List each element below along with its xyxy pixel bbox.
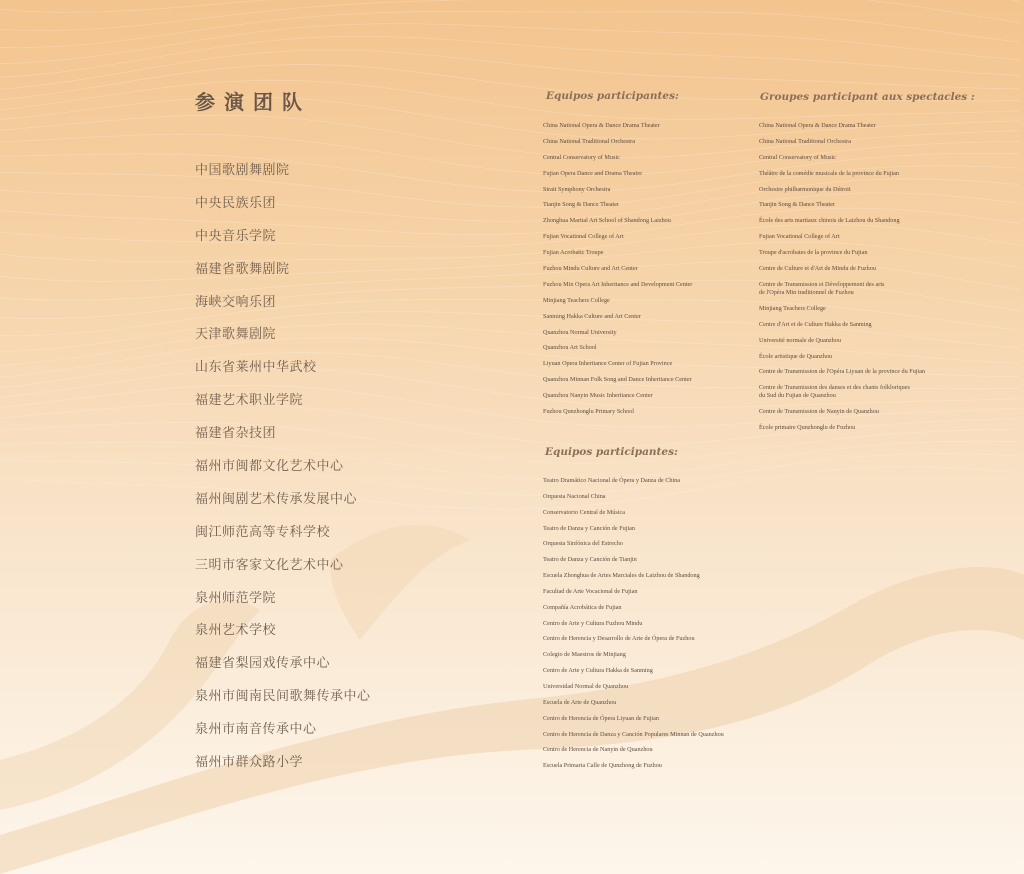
chinese-team-item: 中国歌剧舞剧院 <box>195 163 290 178</box>
french-team-item <box>759 305 925 321</box>
french-team-item <box>759 186 925 202</box>
french-team-item <box>759 170 925 186</box>
french-team-item <box>759 217 925 233</box>
french-team-item <box>759 201 925 217</box>
spanish-team-item: Escuela Primaria Calle de Qunzhong de Fuzhou <box>543 762 662 770</box>
spanish-team-item: Conservatorio Central de Música <box>543 508 625 516</box>
french-team-item-line: du Sud du Fujian de Quanzhou <box>759 392 836 400</box>
french-team-list <box>759 122 925 440</box>
spanish-team-item: Centro de Herencia de Danza y Canción Populares Minnan de Quanzhou <box>543 730 724 738</box>
spanish-team-item: Universidad Normal de Quanzhou <box>543 682 629 690</box>
contour-line <box>0 0 1020 12</box>
chinese-team-item: 泉州师范学院 <box>195 590 277 606</box>
chinese-team-item: 福建省梨园戏传承中心 <box>195 656 331 672</box>
spanish-team-item: Teatro Dramático Nacional de Ópera y Danza de China <box>543 477 681 484</box>
english-team-item: Fujian Vocational College of Art <box>543 233 624 241</box>
spanish-team-item: Compañía Acrobática de Fujian <box>543 603 622 611</box>
english-team-item: Fuzhou Mindu Culture and Art Center <box>543 265 638 273</box>
chinese-team-item: 泉州市南音传承中心 <box>195 722 317 738</box>
french-team-item-line: Centre de Transmission de Nanyin de Quanzhou <box>759 408 879 416</box>
chinese-team-item: 泉州艺术学校 <box>195 623 277 639</box>
english-team-item: Central Conservatory of Music <box>543 153 620 161</box>
spanish-team-item: Colegio de Maestros de Minjiang <box>543 651 626 659</box>
spanish-team-item: Centro de Herencia de Ópera Liyuan de Fujian <box>543 714 659 722</box>
french-heading: Groupes participant aux spectacles : <box>760 91 975 103</box>
french-team-item-line: Tianjin Song & Dance Theater <box>759 201 835 209</box>
chinese-team-item: 福建省歌舞剧院 <box>195 261 290 277</box>
french-team-item <box>759 122 925 138</box>
french-team-item <box>759 265 925 281</box>
english-team-item: China National Opera & Dance Drama Theater <box>543 122 660 129</box>
french-team-item <box>759 384 925 408</box>
french-team-item-line: École primaire Qunzhonglu de Fuzhou <box>759 424 856 432</box>
chinese-team-item: 中央民族乐团 <box>195 195 277 211</box>
french-team-item-line: China National Traditional Orchestra <box>759 137 851 145</box>
spanish-team-item: Escuela Zhonghua de Artes Marciales de Laizhou de Shandong <box>543 572 700 580</box>
french-team-item-line: École des arts martiaux chinois de Laizhou du Shandong <box>759 217 900 225</box>
french-team-item-line: de l'Opéra Min traditionnel de Fuzhou <box>759 288 854 296</box>
english-team-item: Tianjin Song & Dance Theater <box>543 201 619 209</box>
french-team-item-line: Centre d'Art et de Culture Hakka de Sanming <box>759 320 872 328</box>
french-team-item-line: Centre de Transmission des danses et des chants folkloriques <box>759 384 910 392</box>
french-team-item <box>759 353 925 369</box>
english-team-item: Quanzhou Normal University <box>543 328 617 336</box>
french-team-item-line: École artistique de Quanzhou <box>759 352 833 360</box>
english-team-item: Fuzhou Qunzhonglu Primary School <box>543 408 634 416</box>
french-team-item-line: Fujian Vocational College of Art <box>759 233 840 241</box>
chinese-team-item: 福建省杂技团 <box>195 426 277 442</box>
english-team-item: Sanming Hakka Culture and Art Center <box>543 312 641 320</box>
french-team-item-line: Central Conservatory of Music <box>759 153 836 161</box>
english-team-item: Quanzhou Minnan Folk Song and Dance Inheritance Center <box>543 376 692 384</box>
chinese-team-item: 海峡交响乐团 <box>195 294 277 310</box>
contour-line <box>0 441 1020 480</box>
french-team-item-line: Minjiang Teachers College <box>759 304 826 312</box>
french-team-item <box>759 249 925 265</box>
french-team-item <box>759 233 925 249</box>
chinese-team-item: 中央音乐学院 <box>195 228 277 244</box>
chinese-team-item: 福州市闽都文化艺术中心 <box>195 459 344 475</box>
french-team-item-line: Troupe d'acrobates de la province du Fujian <box>759 249 868 257</box>
french-team-item-line: China National Opera & Dance Drama Theater <box>759 122 876 129</box>
french-team-item-line: Centre de Transmission de l'Opéra Liyuan de la province du Fujian <box>759 368 926 376</box>
contour-line <box>0 454 1020 496</box>
chinese-team-item: 闽江师范高等专科学校 <box>195 524 331 540</box>
contour-line <box>0 467 1020 510</box>
english-team-item: Fuzhou Min Opera Art Inheritance and Development Center <box>543 280 693 288</box>
chinese-team-item: 三明市客家文化艺术中心 <box>195 557 344 573</box>
english-team-item: Liyuan Opera Inheritance Center of Fujian Province <box>543 360 673 368</box>
french-team-item <box>759 424 925 440</box>
spanish-team-item: Centro de Herencia y Desarrollo de Arte de Ópera de Fuzhou <box>543 635 695 643</box>
page-title: 参演团队 <box>195 90 311 114</box>
spanish-team-item: Escuela de Arte de Quanzhou <box>543 698 617 706</box>
spanish-team-item: Facultad de Arte Vocacional de Fujian <box>543 587 638 595</box>
french-team-item <box>759 281 925 305</box>
french-team-item-line: Théâtre de la comédie musicale de la province du Fujian <box>759 169 900 177</box>
french-team-item <box>759 368 925 384</box>
english-team-item: Quanzhou Nanyin Music Inheritance Center <box>543 392 653 400</box>
chinese-team-list <box>195 161 371 786</box>
spanish-team-list <box>543 477 724 778</box>
french-team-item-line: Centre de Culture et d'Art de Mindu de Fuzhou <box>759 265 876 273</box>
spanish-team-item: Teatro de Danza y Canción de Fujian <box>543 524 636 532</box>
contour-line <box>0 36 1020 78</box>
contour-line <box>0 12 1020 48</box>
french-team-item-line: Centre de Transmission et Développement des arts <box>759 280 885 288</box>
english-team-item: China National Traditional Orchestra <box>543 137 635 145</box>
contour-line <box>0 0 1020 31</box>
english-team-item: Zhonghua Martial Art School of Shandong Laizhou <box>543 217 671 225</box>
spanish-team-item: Teatro de Danza y Canción de Tianjin <box>543 556 637 564</box>
spanish-team-item: Centro de Arte y Cultura Fuzhou Mindu <box>543 619 643 627</box>
chinese-team-item: 福州市群众路小学 <box>195 755 304 771</box>
chinese-team-item: 天津歌舞剧院 <box>195 327 277 343</box>
french-team-item-line: Orchestre philharmonique du Détroit <box>759 185 851 193</box>
chinese-team-item: 福州闽剧艺术传承发展中心 <box>195 491 358 507</box>
french-team-item <box>759 138 925 154</box>
english-team-item: Fujian Opera Dance and Drama Theatre <box>543 169 643 177</box>
spanish-team-item: Centro de Herencia de Nanyin de Quanzhou <box>543 746 653 754</box>
chinese-team-item: 福建艺术职业学院 <box>195 393 304 409</box>
spanish-team-item: Orquesta Sinfónica del Estrecho <box>543 540 623 548</box>
french-team-item <box>759 154 925 170</box>
spanish-heading: Equipos participantes: <box>545 446 678 458</box>
chinese-team-item: 泉州市闽南民间歌舞传承中心 <box>195 689 371 705</box>
english-team-item: Strait Symphony Orchestra <box>543 185 611 193</box>
english-team-item: Minjiang Teachers College <box>543 296 610 304</box>
french-team-item <box>759 337 925 353</box>
french-team-item <box>759 408 925 424</box>
english-team-item: Quanzhou Art School <box>543 344 597 352</box>
spanish-team-item: Orquesta Nacional China <box>543 492 606 500</box>
french-team-item-line: Université normale de Quanzhou <box>759 336 841 344</box>
french-team-item <box>759 321 925 337</box>
english-team-item: Fujian Acrobatic Troupe <box>543 249 604 257</box>
spanish-team-item: Centro de Arte y Cultura Hakka de Sanming <box>543 667 653 675</box>
english-team-list <box>543 122 692 424</box>
chinese-team-item: 山东省莱州中华武校 <box>195 360 317 376</box>
english-heading: Equipos participantes: <box>546 90 679 102</box>
